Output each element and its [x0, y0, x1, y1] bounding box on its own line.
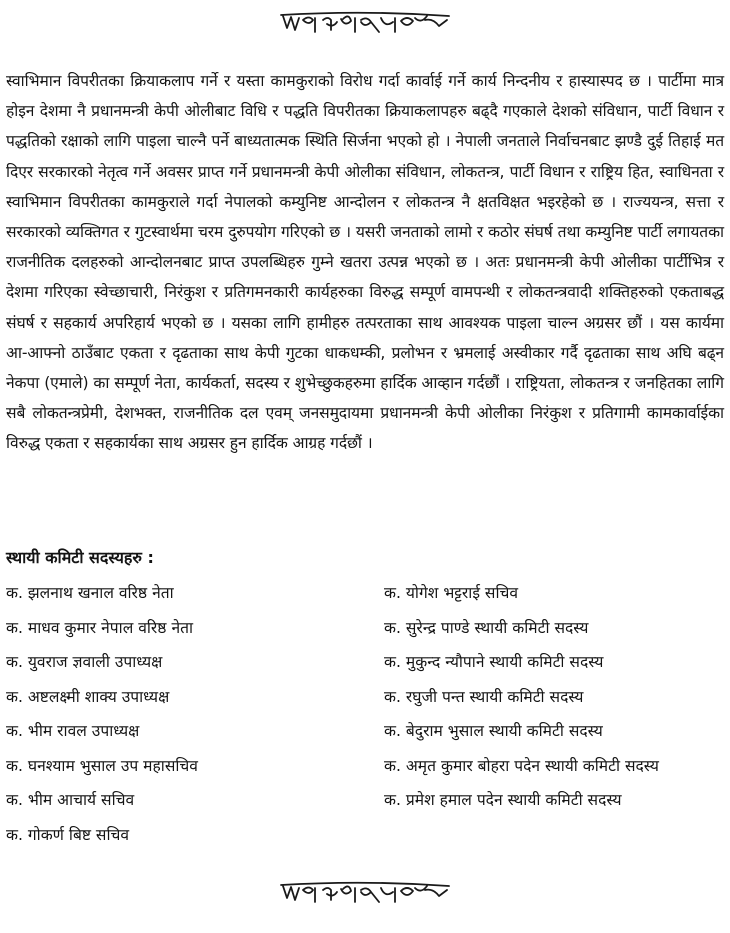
list-item: क. अष्टलक्ष्मी शाक्य उपाध्यक्ष — [6, 687, 170, 706]
list-item: क. रघुजी पन्त स्थायी कमिटी सदस्य — [384, 687, 584, 706]
list-item: क. अमृत कुमार बोहरा पदेन स्थायी कमिटी सदस्य — [384, 756, 659, 775]
signature-top — [275, 6, 455, 42]
handwritten-signature-icon — [275, 876, 455, 912]
list-item: क. झलनाथ खनाल वरिष्ठ नेता — [6, 584, 174, 602]
statement-paragraph: स्वाभिमान विपरीतका क्रियाकलाप गर्ने र यस्ता कामकुराको विरोध गर्दा कार्वाई गर्ने कार्य निन्दनीय र हास्यास्पद छ । पार्टीमा मात्र होइन देशमा नै प्रधानमन्त्री केपी ओलीबाट विधि र पद्धति विपरीतका क्रियाकलापहरु बढ्दै गएकाले देशको संविधान, पार्टी विधान र पद्धतिको रक्षाको लागि पाइला चाल्नै पर्ने बाध्यतात्मक स्थिति सिर्जना भएको हो । नेपाली जनताले निर्वाचनबाट झण्डै दुई तिहाई मत दिएर सरकारको नेतृत्व गर्ने अवसर प्राप्त गर्ने प्रधानमन्त्री केपी ओलीका संविधान, लोकतन्त्र, पार्टी विधान र राष्ट्रिय हित, स्वाधिनता र स्वाभिमान विपरीतका कामकुराले गर्दा नेपालको कम्युनिष्ट आन्दोलन र लोकतन्त्र नै क्षतविक्षत भइरहेको छ । राज्ययन्त्र, सत्ता र सरकारको व्यक्तिगत र गुटस्वार्थमा चरम दुरुपयोग गरिएको छ । यसरी जनताको लामो र कठोर संघर्ष तथा कम्युनिष्ट पार्टी लगायतका राजनीतिक दलहरुको आन्दोलनबाट प्राप्त उपलब्धिहरु गुम्ने खतरा उत्पन्न भएको छ । अतः प्रधानमन्त्री केपी ओलीका पार्टीभित्र र देशमा गरिएका स्वेच्छाचारी, निरंकुश र प्रतिगमनकारी कार्यहरुका विरुद्ध सम्पूर्ण वामपन्थी र लोकतन्त्रवादी शक्तिहरुको एकताबद्ध संघर्ष र सहकार्य अपरिहार्य भएको छ । यसका लागि हामीहरु तत्परताका साथ आवश्यक पाइला चाल्न अग्रसर छौं । यस कार्यमा आ-आफ्नो ठाउँबाट एकता र दृढताका साथ केपी गुटका धाकधम्की, प्रलोभन र भ्रमलाई अस्वीकार गर्दै दृढताका साथ अघि बढ्न नेकपा (एमाले) का सम्पूर्ण नेता, कार्यकर्ता, सदस्य र शुभेच्छुकहरुमा हार्दिक आव्हान गर्दछौं । राष्ट्रियता, लोकतन्त्र र जनहितका लागि सबै लोकतन्त्रप्रेमी, देशभक्त, राजनीतिक दल एवम् जनसमुदायमा प्रधानमन्त्री केपी ओलीका निरंकुश र प्रतिगामी कामकार्वाईका विरुद्ध एकता र सहकार्यका साथ अग्रसर हुन हार्दिक आग्रह गर्दछौं । — [6, 72, 724, 453]
list-item: क. भीम रावल उपाध्यक्ष — [6, 722, 140, 740]
member-list-right — [384, 578, 724, 820]
list-item: क. घनश्याम भुसाल उप महासचिव — [6, 756, 198, 775]
member-list-left — [6, 578, 376, 854]
handwritten-signature-icon — [275, 6, 455, 42]
list-item: क. भीम आचार्य सचिव — [6, 791, 135, 809]
list-item: क. सुरेन्द्र पाण्डे स्थायी कमिटी सदस्य — [384, 618, 589, 637]
list-item: क. बेदुराम भुसाल स्थायी कमिटी सदस्य — [384, 722, 603, 740]
list-item: क. गोकर्ण बिष्ट सचिव — [6, 825, 130, 844]
list-item: क. मुकुन्द न्यौपाने स्थायी कमिटी सदस्य — [384, 653, 604, 671]
list-item: क. प्रमेश हमाल पदेन स्थायी कमिटी सदस्य — [384, 791, 622, 809]
list-item: क. युवराज ज्ञवाली उपाध्यक्ष — [6, 653, 163, 671]
list-item: क. माधव कुमार नेपाल वरिष्ठ नेता — [6, 618, 194, 637]
list-item: क. योगेश भट्टराई सचिव — [384, 584, 519, 602]
signature-bottom — [275, 876, 455, 912]
standing-committee-heading: स्थायी कमिटी सदस्यहरु : — [6, 548, 154, 567]
